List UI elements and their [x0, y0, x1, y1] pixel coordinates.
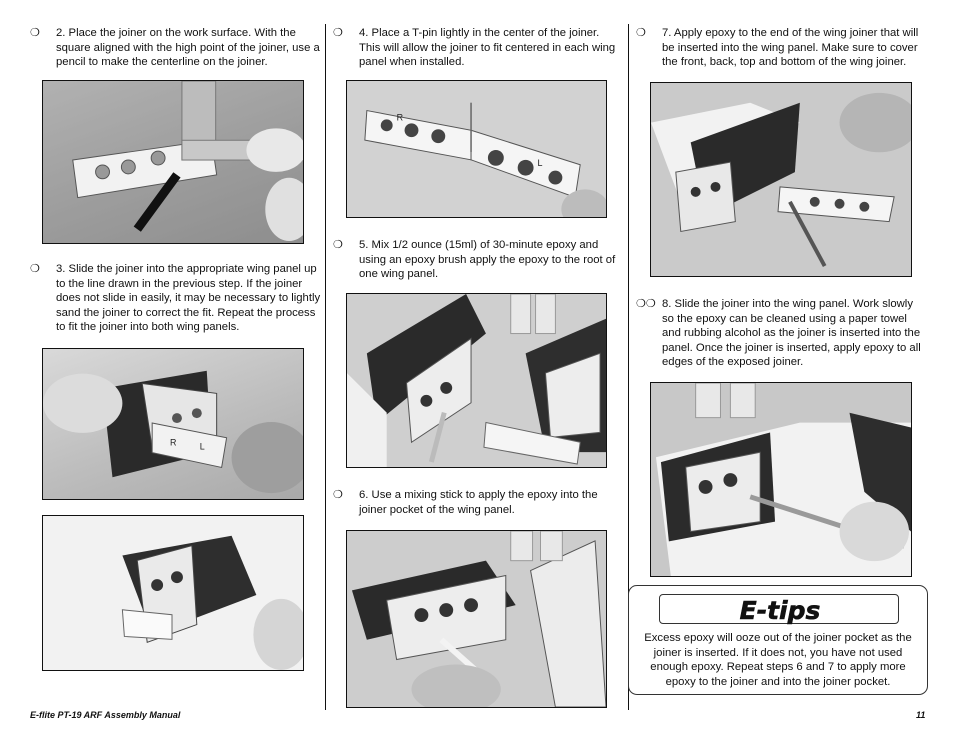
step-2	[30, 26, 322, 70]
step-3	[30, 262, 322, 335]
photo-square-and-pencil	[42, 80, 304, 244]
checkbox-bullet: ❍	[30, 263, 40, 275]
checkbox-bullet: ❍	[333, 489, 343, 501]
column-divider-1	[325, 24, 326, 710]
step-6	[333, 488, 618, 517]
step-text: 5. Mix 1/2 ounce (15ml) of 30-minute epoxy and using an epoxy brush apply the epoxy to the root of one wing panel.	[359, 239, 616, 281]
right-mark: R	[170, 437, 177, 448]
step-text: 8. Slide the joiner into the wing panel. Work slowly so the epoxy can be cleaned using a paper towel and rubbing alcohol as the joiner is inserted into the panel. Once the joiner is inserted, apply epoxy to all edges of the exposed joiner.	[662, 298, 921, 369]
checkbox-bullet: ❍	[333, 239, 343, 251]
e-tips-text: Excess epoxy will ooze out of the joiner pocket as the joiner is inserted. If it does not, you have not used enough epoxy. Repeat steps 6 and 7 to apply more epoxy to the joiner and into the joiner pocket.	[644, 632, 912, 688]
left-mark: L	[537, 157, 543, 168]
e-tips-logo	[659, 594, 899, 624]
step-text: 7. Apply epoxy to the end of the wing joiner that will be inserted into the wing panel. Make sure to cover the front, back, top and bottom of the wing joiner.	[662, 27, 919, 69]
right-mark: R	[396, 112, 404, 123]
photo-wing-with-joiner	[42, 515, 304, 671]
e-tips-logo-text: E-tips	[739, 596, 821, 625]
page-number: 11	[916, 710, 926, 720]
left-mark: L	[199, 441, 205, 452]
checkbox-bullet: ❍	[333, 27, 343, 39]
step-7	[636, 26, 928, 70]
checkbox-bullet: ❍	[30, 27, 40, 39]
step-8	[636, 297, 928, 370]
checkbox-bullet: ❍❍	[636, 298, 656, 310]
photo-joiner-into-wing	[42, 348, 304, 500]
step-text: 4. Place a T-pin lightly in the center of the joiner. This will allow the joiner to fit centered in each wing panel when installed.	[359, 27, 616, 69]
step-text: 3. Slide the joiner into the appropriate wing panel up to the line drawn in the previous step. If the joiner does not slide in easily, it may be necessary to lightly sand the joiner to correct the fit. Repeat the process to fit the joiner into both wing panels.	[56, 263, 321, 334]
e-tips-box	[628, 585, 928, 695]
step-text: 2. Place the joiner on the work surface. With the square aligned with the high point of the joiner, use a pencil to make the centerline on the joiner.	[56, 27, 320, 69]
step-text: 6. Use a mixing stick to apply the epoxy into the joiner pocket of the wing panel.	[359, 489, 598, 516]
checkbox-bullet: ❍	[636, 27, 646, 39]
photo-joiner-inserted	[650, 382, 912, 577]
photo-t-pin-in-joiner	[346, 80, 607, 218]
photo-mixing-stick-in-pocket	[346, 530, 607, 708]
step-5	[333, 238, 618, 282]
photo-epoxy-on-wing-root	[346, 293, 607, 468]
footer-manual-title: E-flite PT-19 ARF Assembly Manual	[30, 710, 181, 720]
step-4	[333, 26, 618, 70]
photo-epoxy-on-joiner-end	[650, 82, 912, 277]
